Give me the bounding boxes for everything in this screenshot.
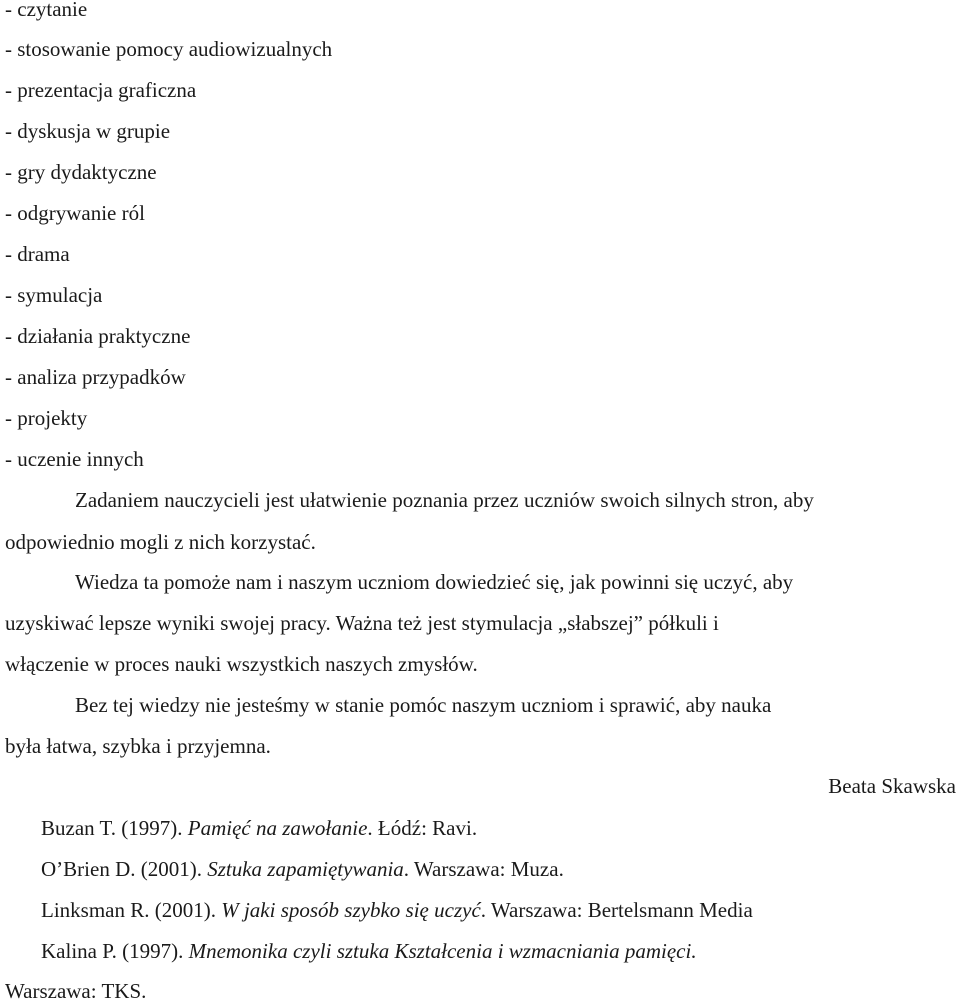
reference-publisher: . Warszawa: Muza. (403, 857, 564, 881)
list-item: - czytanie (5, 0, 88, 21)
list-item: - analiza przypadków (5, 365, 186, 389)
author-signature: Beata Skawska (828, 774, 956, 798)
list-item: - dyskusja w grupie (5, 119, 171, 143)
reference-title: Pamięć na zawołanie (187, 816, 368, 840)
reference-author: Kalina P. (1997). (41, 939, 189, 963)
reference-title: W jaki sposób szybko się uczyć (221, 898, 481, 922)
paragraph-line: włączenie w proces nauki wszystkich naszych zmysłów. (5, 652, 478, 676)
reference-item (41, 898, 753, 922)
reference-publisher: . Łódź: Ravi. (367, 816, 478, 840)
list-item: - uczenie innych (5, 447, 144, 471)
paragraph-line: była łatwa, szybka i przyjemna. (5, 734, 271, 758)
reference-title: Sztuka zapamiętywania (207, 857, 404, 881)
list-item: - gry dydaktyczne (5, 160, 157, 184)
reference-title: Mnemonika czyli sztuka Kształcenia i wzmacniania pamięci. (188, 939, 697, 963)
reference-author: O’Brien D. (2001). (41, 857, 208, 881)
list-item: - projekty (5, 406, 88, 430)
list-item: - drama (5, 242, 70, 266)
list-item: - odgrywanie ról (5, 201, 145, 225)
paragraph-line: Wiedza ta pomoże nam i naszym uczniom dowiedzieć się, jak powinni się uczyć, aby (75, 570, 794, 594)
list-item: - prezentacja graficzna (5, 78, 197, 102)
reference-author: Linksman R. (2001). (41, 898, 222, 922)
reference-item (41, 939, 697, 963)
reference-continuation: Warszawa: TKS. (5, 979, 147, 1003)
paragraph-line: Bez tej wiedzy nie jesteśmy w stanie pomóc naszym uczniom i sprawić, aby nauka (75, 693, 772, 717)
reference-publisher: . Warszawa: Bertelsmann Media (480, 898, 753, 922)
paragraph-line: Zadaniem nauczycieli jest ułatwienie poznania przez uczniów swoich silnych stron, aby (75, 488, 814, 512)
list-item: - symulacja (5, 283, 103, 307)
paragraph-line: odpowiednio mogli z nich korzystać. (5, 530, 316, 554)
reference-item (41, 857, 564, 881)
list-item: - działania praktyczne (5, 324, 191, 348)
reference-author: Buzan T. (1997). (41, 816, 188, 840)
list-item: - stosowanie pomocy audiowizualnych (5, 37, 333, 61)
paragraph-line: uzyskiwać lepsze wyniki swojej pracy. Ważna też jest stymulacja „słabszej” półkuli i (5, 611, 719, 635)
reference-item (41, 816, 477, 840)
